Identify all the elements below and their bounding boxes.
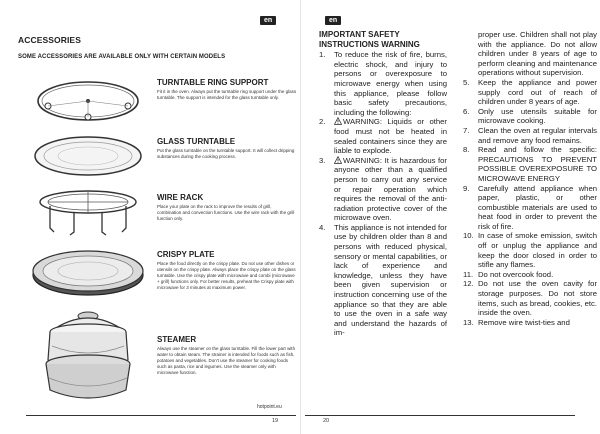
item-text-content: Carefully attend appliance when paper, plastic, or other combustible materials are used to heat food in order to prevent the risk of fire. [478,183,597,231]
item-text [478,270,597,280]
list-item [319,50,447,117]
accessory-turntable-ring-support [157,78,297,101]
item-text-continuation: proper use. Children shall not play with the appliance. Do not allow children under 8 years of age to perform cleaning and maintenance operations without supervision. [478,30,597,78]
item-number: 4. [319,222,326,232]
language-tab: en [325,16,341,25]
item-number: 8. [463,145,470,155]
item-number: 3. [319,155,326,165]
item-text [478,279,597,317]
warning-triangle-icon [334,117,342,125]
item-text [478,107,597,126]
list-item [463,270,597,280]
footer-divider [26,415,296,416]
page-number: 19 [272,418,279,424]
item-text [478,126,597,145]
item-text-content: To reduce the risk of fire, burns, electric shock, and injury to persons or overexposure to microwave energy when using this appliance, please follow basic safety precautions, including the following: [334,50,447,117]
item-number: 7. [463,125,470,135]
page-heading: IMPORTANT SAFETY INSTRUCTIONS WARNING [319,30,420,49]
accessory-wire-rack [157,193,297,222]
footer-website: hotpoint.eu [257,404,282,410]
item-text [334,117,447,155]
item-text-content: Keep the appliance and power supply cord out of reach of children under 8 years of age. [478,77,597,107]
accessory-description: Fit it in the oven. Always put the turntable ring support under the glass turntable. The support is intended for the glass turntable only. [157,89,297,100]
steamer-icon [42,306,134,406]
item-number: 6. [463,106,470,116]
item-text-content: Read and follow the specific: PRECAUTIONS TO PREVENT POSSIBLE OVEREXPOSURE TO MICROWAVE ENERGY [478,145,597,183]
list-item [463,318,597,328]
list-item [463,78,597,107]
accessory-name: GLASS TURNTABLE [157,137,236,146]
list-item [319,223,447,338]
item-number: 9. [463,183,470,193]
accessory-steamer [157,335,297,376]
item-number: 10. [463,231,474,241]
item-text [334,156,447,223]
item-text-content: Only use utensils suitable for microwave cooking. [478,106,597,126]
list-item [319,156,447,223]
section-title: ACCESSORIES [18,35,81,45]
item-text [478,78,597,107]
item-text-content: Do not overcook food. [478,269,554,279]
item-text-content: Remove wire twist-ties and [478,317,570,327]
turntable-ring-icon [34,78,142,124]
instructions-column-1 [319,30,447,338]
accessory-name: WIRE RACK [157,193,204,202]
item-text-content: WARNING: Liquids or other food must not be heated in sealed containers since they are liable to explode. [334,117,447,156]
list-item [463,30,597,78]
accessory-description: Put the glass turntable on the turntable support. It will collect dripping substances during the cooking process. [157,148,295,159]
item-number: 1. [319,50,326,60]
item-number: 5. [463,77,470,87]
list-item [463,279,597,317]
accessory-description: Place the food directly on the crispy plate. Do not use other dishes or utensils on the crispy plate. Always place the crispy plate on the glass turntable. Use the crispy plate with microwave and combi (microwave + grill) functions only. For better results, preheat the Crispy plate with microwave for 3 minutes at maximum power. [157,261,296,290]
list-item [463,126,597,145]
safety-list-continued [463,30,597,327]
item-text [334,223,447,338]
accessory-crispy-plate [157,250,297,291]
accessory-description: Place your plate on the rack to improve the results of grill, combination and convection functions. Use the wire rack with the grill function only. [157,204,295,221]
glass-turntable-icon [32,134,144,178]
item-number: 12. [463,279,474,289]
safety-list [319,50,447,338]
item-text [478,145,597,183]
crispy-plate-icon [30,248,146,298]
accessory-glass-turntable [157,137,297,160]
item-number: 11. [463,269,474,279]
footer-divider [305,415,575,416]
page-number: 20 [323,418,330,424]
item-text [478,318,597,328]
item-text [478,184,597,232]
item-text-content: In case of smoke emission, switch off or unplug the appliance and keep the door closed in order to stifle any flames. [478,231,597,270]
list-item [463,184,597,232]
accessory-name: CRISPY PLATE [157,250,215,259]
item-text-content: Do not use the oven cavity for storage purposes. Do not store items, such as bread, cookies, etc. inside the oven. [478,279,597,318]
accessory-name: STEAMER [157,335,197,344]
warning-triangle-icon [334,156,342,164]
list-item [463,145,597,183]
accessory-name: TURNTABLE RING SUPPORT [157,78,269,87]
list-item [319,117,447,155]
item-text [334,50,447,117]
item-text-content: Clean the oven at regular intervals and remove any food remains. [478,125,597,145]
wire-rack-icon [36,188,140,238]
language-tab: en [260,16,276,25]
item-text-content: This appliance is not intended for use by children older than 8 and persons with reduced physical, sensory or mental capabilities, or lack of experience and knowledge, unless they have been given supervision or instruction concerning use of the appliance so that they are able to use the oven in a safe way and understand the hazards of im- [334,222,447,338]
list-item [463,231,597,269]
right-page [300,0,600,434]
item-text [478,231,597,269]
item-text-content: WARNING: It is hazardous for anyone other than a qualified person to carry out any service or repair operation which requires the removal of the anti-radiation protective cover of the microwave oven. [334,155,447,223]
item-number: 2. [319,117,326,127]
item-number: 13. [463,317,474,327]
list-item [463,107,597,126]
accessory-description: Always use the steamer on the glass turntable. Fill the lower part with water to obtain steam. The strainer is intended for foods such as fish, potatoes and vegetables. Don't use the steamer for cooking foods such as pasta, rice and legumes. Use the steamer only with microwave function. [157,346,296,375]
section-subtitle: SOME ACCESSORIES ARE AVAILABLE ONLY WITH CERTAIN MODELS [18,54,226,60]
instructions-column-2 [463,30,597,327]
